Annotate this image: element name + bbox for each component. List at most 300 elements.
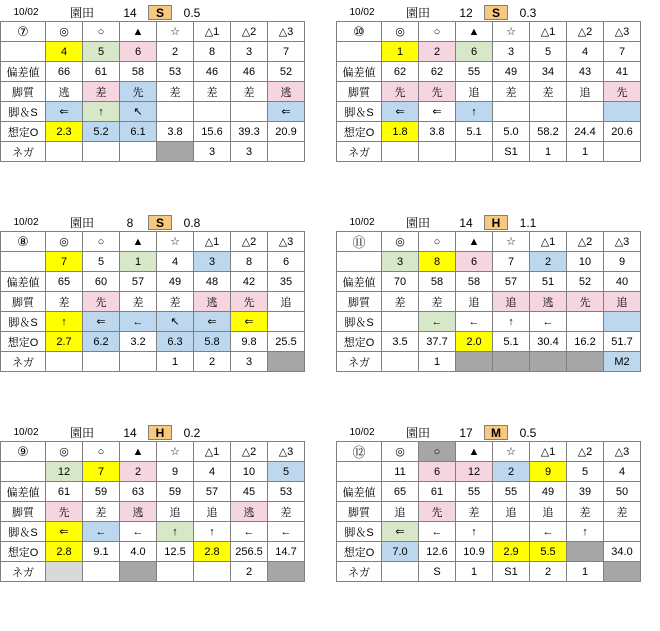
ashi-s-arrow-3: ←	[120, 522, 157, 542]
table-row	[337, 102, 641, 122]
table-row	[337, 252, 641, 272]
ashi-s-arrow-5: ↑	[194, 522, 231, 542]
ashi-s-arrow-1: ↑	[46, 312, 83, 332]
odds-value-2: 5.2	[83, 122, 120, 142]
row-label-ashi_s: 脚＆S	[1, 312, 46, 332]
table-row	[337, 82, 641, 102]
running-style-2: 差	[83, 82, 120, 102]
race-place: 園田	[69, 426, 94, 440]
table-row	[337, 312, 641, 332]
table-row	[337, 462, 641, 482]
row-label-horse	[1, 252, 46, 272]
running-style-1: 追	[382, 502, 419, 522]
odds-value-6: 24.4	[567, 122, 604, 142]
odds-value-2: 12.6	[419, 542, 456, 562]
running-style-7: 先	[604, 82, 641, 102]
panel-header	[336, 214, 641, 231]
odds-value-4: 12.5	[157, 542, 194, 562]
horse-number-1: 7	[46, 252, 83, 272]
running-style-4: 差	[157, 82, 194, 102]
horse-number-6: 4	[567, 42, 604, 62]
ashi-s-arrow-2: ⇐	[83, 312, 120, 332]
ashi-s-arrow-1	[382, 312, 419, 332]
running-style-2: 先	[83, 292, 120, 312]
ashi-s-arrow-4: ↑	[493, 312, 530, 332]
horse-number-4: 2	[157, 42, 194, 62]
row-label-nega: ネガ	[1, 562, 46, 582]
running-style-4: 差	[493, 82, 530, 102]
running-style-4: 追	[493, 502, 530, 522]
running-style-1: 先	[382, 82, 419, 102]
row-label-hensachi: 偏差値	[1, 482, 46, 502]
table-row	[1, 352, 305, 372]
row-label-kyakushitsu: 脚質	[1, 502, 46, 522]
mark-2: ○	[83, 232, 120, 252]
row-label-kyakushitsu: 脚質	[337, 82, 382, 102]
race-time: 0.2	[183, 425, 201, 440]
running-style-7: 追	[604, 292, 641, 312]
mark-1: ◎	[382, 442, 419, 462]
odds-value-5: 5.5	[530, 542, 567, 562]
ashi-s-arrow-4	[493, 522, 530, 542]
race-number: 12	[459, 5, 473, 20]
table-row	[337, 272, 641, 292]
odds-value-1: 7.0	[382, 542, 419, 562]
table-row	[337, 292, 641, 312]
hensachi-value-3: 58	[120, 62, 157, 82]
table-row	[1, 522, 305, 542]
table-row	[337, 142, 641, 162]
ashi-s-arrow-6	[567, 102, 604, 122]
ashi-s-arrow-7	[604, 102, 641, 122]
running-style-7: 差	[604, 502, 641, 522]
ashi-s-arrow-4: ↑	[157, 522, 194, 542]
table-row	[1, 232, 305, 252]
horse-number-1: 1	[382, 42, 419, 62]
horse-number-2: 5	[83, 42, 120, 62]
mark-6: △2	[231, 232, 268, 252]
running-style-6: 先	[231, 292, 268, 312]
mark-2: ○	[83, 22, 120, 42]
mark-3: ▲	[120, 442, 157, 462]
race-date: 10/02	[13, 7, 39, 18]
table-row	[337, 352, 641, 372]
table-row	[1, 252, 305, 272]
hensachi-value-6: 39	[567, 482, 604, 502]
horse-number-3: 6	[456, 252, 493, 272]
table-row	[1, 292, 305, 312]
nega-value-2: 1	[419, 352, 456, 372]
row-label-hensachi: 偏差値	[1, 62, 46, 82]
mark-1: ◎	[382, 22, 419, 42]
hensachi-value-1: 66	[46, 62, 83, 82]
hensachi-value-5: 48	[194, 272, 231, 292]
panel-index-label: ⑨	[1, 442, 46, 462]
race-panel-10	[336, 4, 641, 162]
ashi-s-arrow-3: ↑	[456, 522, 493, 542]
odds-value-5: 30.4	[530, 332, 567, 352]
nega-value-7	[268, 142, 305, 162]
odds-value-2: 6.2	[83, 332, 120, 352]
race-number: 14	[123, 425, 137, 440]
running-style-3: 逃	[120, 502, 157, 522]
table-row	[337, 122, 641, 142]
hensachi-value-7: 50	[604, 482, 641, 502]
panel-index-label: ⑩	[337, 22, 382, 42]
row-label-kyakushitsu: 脚質	[337, 292, 382, 312]
nega-value-3	[456, 352, 493, 372]
race-grade-badge: S	[484, 5, 508, 20]
row-label-sotei: 想定O	[1, 542, 46, 562]
odds-value-6: 256.5	[231, 542, 268, 562]
table-row	[1, 42, 305, 62]
hensachi-value-7: 52	[268, 62, 305, 82]
horse-number-7: 7	[268, 42, 305, 62]
nega-value-1	[382, 352, 419, 372]
table-row	[337, 542, 641, 562]
panel-header	[336, 424, 641, 441]
horse-number-3: 6	[120, 42, 157, 62]
nega-value-6: 3	[231, 142, 268, 162]
hensachi-value-1: 65	[382, 482, 419, 502]
horse-number-5: 2	[530, 252, 567, 272]
horse-number-5: 4	[194, 462, 231, 482]
mark-5: △1	[194, 232, 231, 252]
mark-4: ☆	[157, 232, 194, 252]
running-style-7: 差	[268, 502, 305, 522]
hensachi-value-1: 70	[382, 272, 419, 292]
row-label-horse	[337, 252, 382, 272]
nega-value-1	[382, 562, 419, 582]
running-style-2: 差	[83, 502, 120, 522]
odds-value-6: 9.8	[231, 332, 268, 352]
odds-value-7: 51.7	[604, 332, 641, 352]
mark-1: ◎	[46, 232, 83, 252]
hensachi-value-6: 45	[231, 482, 268, 502]
mark-4: ☆	[157, 22, 194, 42]
hensachi-value-3: 63	[120, 482, 157, 502]
panel-index-label: ⑫	[337, 442, 382, 462]
table-row	[1, 442, 305, 462]
odds-value-7: 14.7	[268, 542, 305, 562]
nega-value-3	[120, 352, 157, 372]
horse-number-6: 5	[567, 462, 604, 482]
hensachi-value-2: 61	[419, 482, 456, 502]
odds-value-6	[567, 542, 604, 562]
race-table	[0, 441, 305, 582]
hensachi-value-1: 62	[382, 62, 419, 82]
horse-number-3: 2	[120, 462, 157, 482]
nega-value-3	[120, 142, 157, 162]
row-label-nega: ネガ	[337, 142, 382, 162]
odds-value-5: 15.6	[194, 122, 231, 142]
race-grade-badge: S	[148, 5, 172, 20]
ashi-s-arrow-7: ⇐	[268, 102, 305, 122]
horse-number-7: 6	[268, 252, 305, 272]
mark-2: ○	[419, 442, 456, 462]
race-grade-badge: H	[148, 425, 172, 440]
mark-6: △2	[231, 22, 268, 42]
horse-number-1: 4	[46, 42, 83, 62]
ashi-s-arrow-4	[493, 102, 530, 122]
table-row	[337, 62, 641, 82]
table-row	[337, 42, 641, 62]
hensachi-value-4: 55	[493, 482, 530, 502]
odds-value-7: 20.6	[604, 122, 641, 142]
horse-number-4: 3	[493, 42, 530, 62]
horse-number-2: 5	[83, 252, 120, 272]
table-row	[337, 482, 641, 502]
running-style-4: 差	[157, 292, 194, 312]
row-label-kyakushitsu: 脚質	[1, 292, 46, 312]
table-row	[337, 562, 641, 582]
nega-value-4: S1	[493, 562, 530, 582]
hensachi-value-4: 53	[157, 62, 194, 82]
nega-value-6: 1	[567, 562, 604, 582]
running-style-3: 差	[456, 502, 493, 522]
nega-value-2	[83, 562, 120, 582]
race-number: 14	[459, 215, 473, 230]
horse-number-1: 3	[382, 252, 419, 272]
race-date: 10/02	[349, 7, 375, 18]
row-label-hensachi: 偏差値	[337, 482, 382, 502]
panel-index-label: ⑪	[337, 232, 382, 252]
table-row	[337, 332, 641, 352]
nega-value-5	[530, 352, 567, 372]
running-style-7: 追	[268, 292, 305, 312]
odds-value-4: 5.0	[493, 122, 530, 142]
hensachi-value-5: 49	[530, 482, 567, 502]
race-panel-8	[0, 214, 305, 372]
nega-value-5	[194, 562, 231, 582]
mark-4: ☆	[493, 232, 530, 252]
row-label-hensachi: 偏差値	[1, 272, 46, 292]
mark-7: △3	[268, 232, 305, 252]
odds-value-1: 2.3	[46, 122, 83, 142]
mark-6: △2	[567, 22, 604, 42]
ashi-s-arrow-3: ↖	[120, 102, 157, 122]
mark-7: △3	[268, 22, 305, 42]
ashi-s-arrow-1: ⇐	[382, 102, 419, 122]
running-style-6: 追	[567, 82, 604, 102]
odds-value-7: 34.0	[604, 542, 641, 562]
ashi-s-arrow-5	[194, 102, 231, 122]
nega-value-2	[419, 142, 456, 162]
odds-value-7: 20.9	[268, 122, 305, 142]
nega-value-2	[83, 142, 120, 162]
nega-value-3	[456, 142, 493, 162]
nega-value-3: 1	[456, 562, 493, 582]
mark-5: △1	[530, 232, 567, 252]
nega-value-5: 3	[194, 142, 231, 162]
row-label-sotei: 想定O	[1, 332, 46, 352]
nega-value-4	[157, 142, 194, 162]
running-style-5: 差	[530, 82, 567, 102]
horse-number-5: 5	[530, 42, 567, 62]
ashi-s-arrow-5: ←	[530, 312, 567, 332]
mark-5: △1	[530, 22, 567, 42]
nega-value-1	[46, 352, 83, 372]
odds-value-4: 2.9	[493, 542, 530, 562]
horse-number-3: 1	[120, 252, 157, 272]
race-date: 10/02	[349, 427, 375, 438]
horse-number-5: 3	[194, 252, 231, 272]
running-style-4: 追	[157, 502, 194, 522]
running-style-1: 差	[46, 292, 83, 312]
nega-value-5: 2	[530, 562, 567, 582]
odds-value-3: 10.9	[456, 542, 493, 562]
table-row	[337, 22, 641, 42]
nega-value-3	[120, 562, 157, 582]
row-label-sotei: 想定O	[337, 122, 382, 142]
table-row	[1, 542, 305, 562]
nega-value-1	[46, 142, 83, 162]
ashi-s-arrow-5	[530, 102, 567, 122]
hensachi-value-7: 41	[604, 62, 641, 82]
odds-value-2: 3.8	[419, 122, 456, 142]
ashi-s-arrow-3: ←	[120, 312, 157, 332]
hensachi-value-2: 58	[419, 272, 456, 292]
race-time: 0.5	[183, 5, 201, 20]
nega-value-1	[382, 142, 419, 162]
odds-value-1: 3.5	[382, 332, 419, 352]
horse-number-3: 6	[456, 42, 493, 62]
table-row	[1, 482, 305, 502]
race-panel-9	[0, 424, 305, 582]
hensachi-value-7: 53	[268, 482, 305, 502]
ashi-s-arrow-6: ←	[231, 522, 268, 542]
running-style-2: 差	[419, 292, 456, 312]
row-label-ashi_s: 脚＆S	[337, 102, 382, 122]
nega-value-5: 2	[194, 352, 231, 372]
row-label-horse	[337, 42, 382, 62]
horse-number-2: 2	[419, 42, 456, 62]
race-time: 1.1	[519, 215, 537, 230]
hensachi-value-3: 58	[456, 272, 493, 292]
race-place: 園田	[69, 216, 94, 230]
hensachi-value-7: 35	[268, 272, 305, 292]
table-row	[1, 562, 305, 582]
running-style-5: 逃	[194, 292, 231, 312]
table-row	[1, 82, 305, 102]
race-place: 園田	[405, 6, 430, 20]
mark-2: ○	[419, 232, 456, 252]
odds-value-2: 37.7	[419, 332, 456, 352]
panel-header	[0, 424, 305, 441]
race-time: 0.5	[519, 425, 537, 440]
table-row	[1, 332, 305, 352]
mark-2: ○	[419, 22, 456, 42]
mark-1: ◎	[46, 442, 83, 462]
panel-header	[0, 4, 305, 21]
row-label-horse	[1, 462, 46, 482]
row-label-ashi_s: 脚＆S	[337, 312, 382, 332]
race-table	[336, 21, 641, 162]
nega-value-4: 1	[157, 352, 194, 372]
running-style-5: 追	[530, 502, 567, 522]
odds-value-1: 2.7	[46, 332, 83, 352]
row-label-ashi_s: 脚＆S	[337, 522, 382, 542]
row-label-sotei: 想定O	[1, 122, 46, 142]
nega-value-1	[46, 562, 83, 582]
odds-value-5: 5.8	[194, 332, 231, 352]
hensachi-value-3: 55	[456, 482, 493, 502]
ashi-s-arrow-6	[231, 102, 268, 122]
running-style-1: 先	[46, 502, 83, 522]
panel-header	[0, 214, 305, 231]
ashi-s-arrow-5: ⇐	[194, 312, 231, 332]
odds-value-7: 25.5	[268, 332, 305, 352]
mark-3: ▲	[456, 232, 493, 252]
table-row	[1, 142, 305, 162]
race-grade-badge: H	[484, 215, 508, 230]
odds-value-4: 6.3	[157, 332, 194, 352]
hensachi-value-3: 57	[120, 272, 157, 292]
mark-4: ☆	[157, 442, 194, 462]
panel-index-label: ⑧	[1, 232, 46, 252]
table-row	[1, 62, 305, 82]
race-panel-7	[0, 4, 305, 162]
nega-value-7	[604, 562, 641, 582]
running-style-5: 追	[194, 502, 231, 522]
table-row	[337, 442, 641, 462]
race-number: 14	[123, 5, 137, 20]
running-style-7: 逃	[268, 82, 305, 102]
ashi-s-arrow-7: ←	[268, 522, 305, 542]
table-row	[1, 272, 305, 292]
horse-number-5: 8	[194, 42, 231, 62]
mark-3: ▲	[456, 442, 493, 462]
race-date: 10/02	[13, 427, 39, 438]
hensachi-value-4: 57	[493, 272, 530, 292]
race-time: 0.3	[519, 5, 537, 20]
row-label-kyakushitsu: 脚質	[1, 82, 46, 102]
ashi-s-arrow-7	[268, 312, 305, 332]
odds-value-2: 9.1	[83, 542, 120, 562]
race-place: 園田	[405, 216, 430, 230]
race-number: 8	[126, 215, 134, 230]
running-style-1: 差	[382, 292, 419, 312]
horse-number-6: 10	[567, 252, 604, 272]
odds-value-5: 58.2	[530, 122, 567, 142]
odds-value-3: 2.0	[456, 332, 493, 352]
odds-value-6: 39.3	[231, 122, 268, 142]
nega-value-6: 2	[231, 562, 268, 582]
nega-value-7	[268, 562, 305, 582]
table-row	[337, 232, 641, 252]
mark-7: △3	[604, 232, 641, 252]
mark-3: ▲	[120, 22, 157, 42]
nega-value-4	[157, 562, 194, 582]
nega-value-7: M2	[604, 352, 641, 372]
horse-number-3: 12	[456, 462, 493, 482]
mark-1: ◎	[46, 22, 83, 42]
ashi-s-arrow-6	[567, 312, 604, 332]
race-date: 10/02	[349, 217, 375, 228]
nega-value-2: S	[419, 562, 456, 582]
mark-4: ☆	[493, 22, 530, 42]
running-style-6: 先	[567, 292, 604, 312]
row-label-hensachi: 偏差値	[337, 272, 382, 292]
ashi-s-arrow-7	[604, 312, 641, 332]
table-row	[1, 502, 305, 522]
odds-value-1: 1.8	[382, 122, 419, 142]
panel-header	[336, 4, 641, 21]
nega-value-7	[268, 352, 305, 372]
ashi-s-arrow-3: ↑	[456, 102, 493, 122]
hensachi-value-7: 40	[604, 272, 641, 292]
running-style-6: 差	[567, 502, 604, 522]
